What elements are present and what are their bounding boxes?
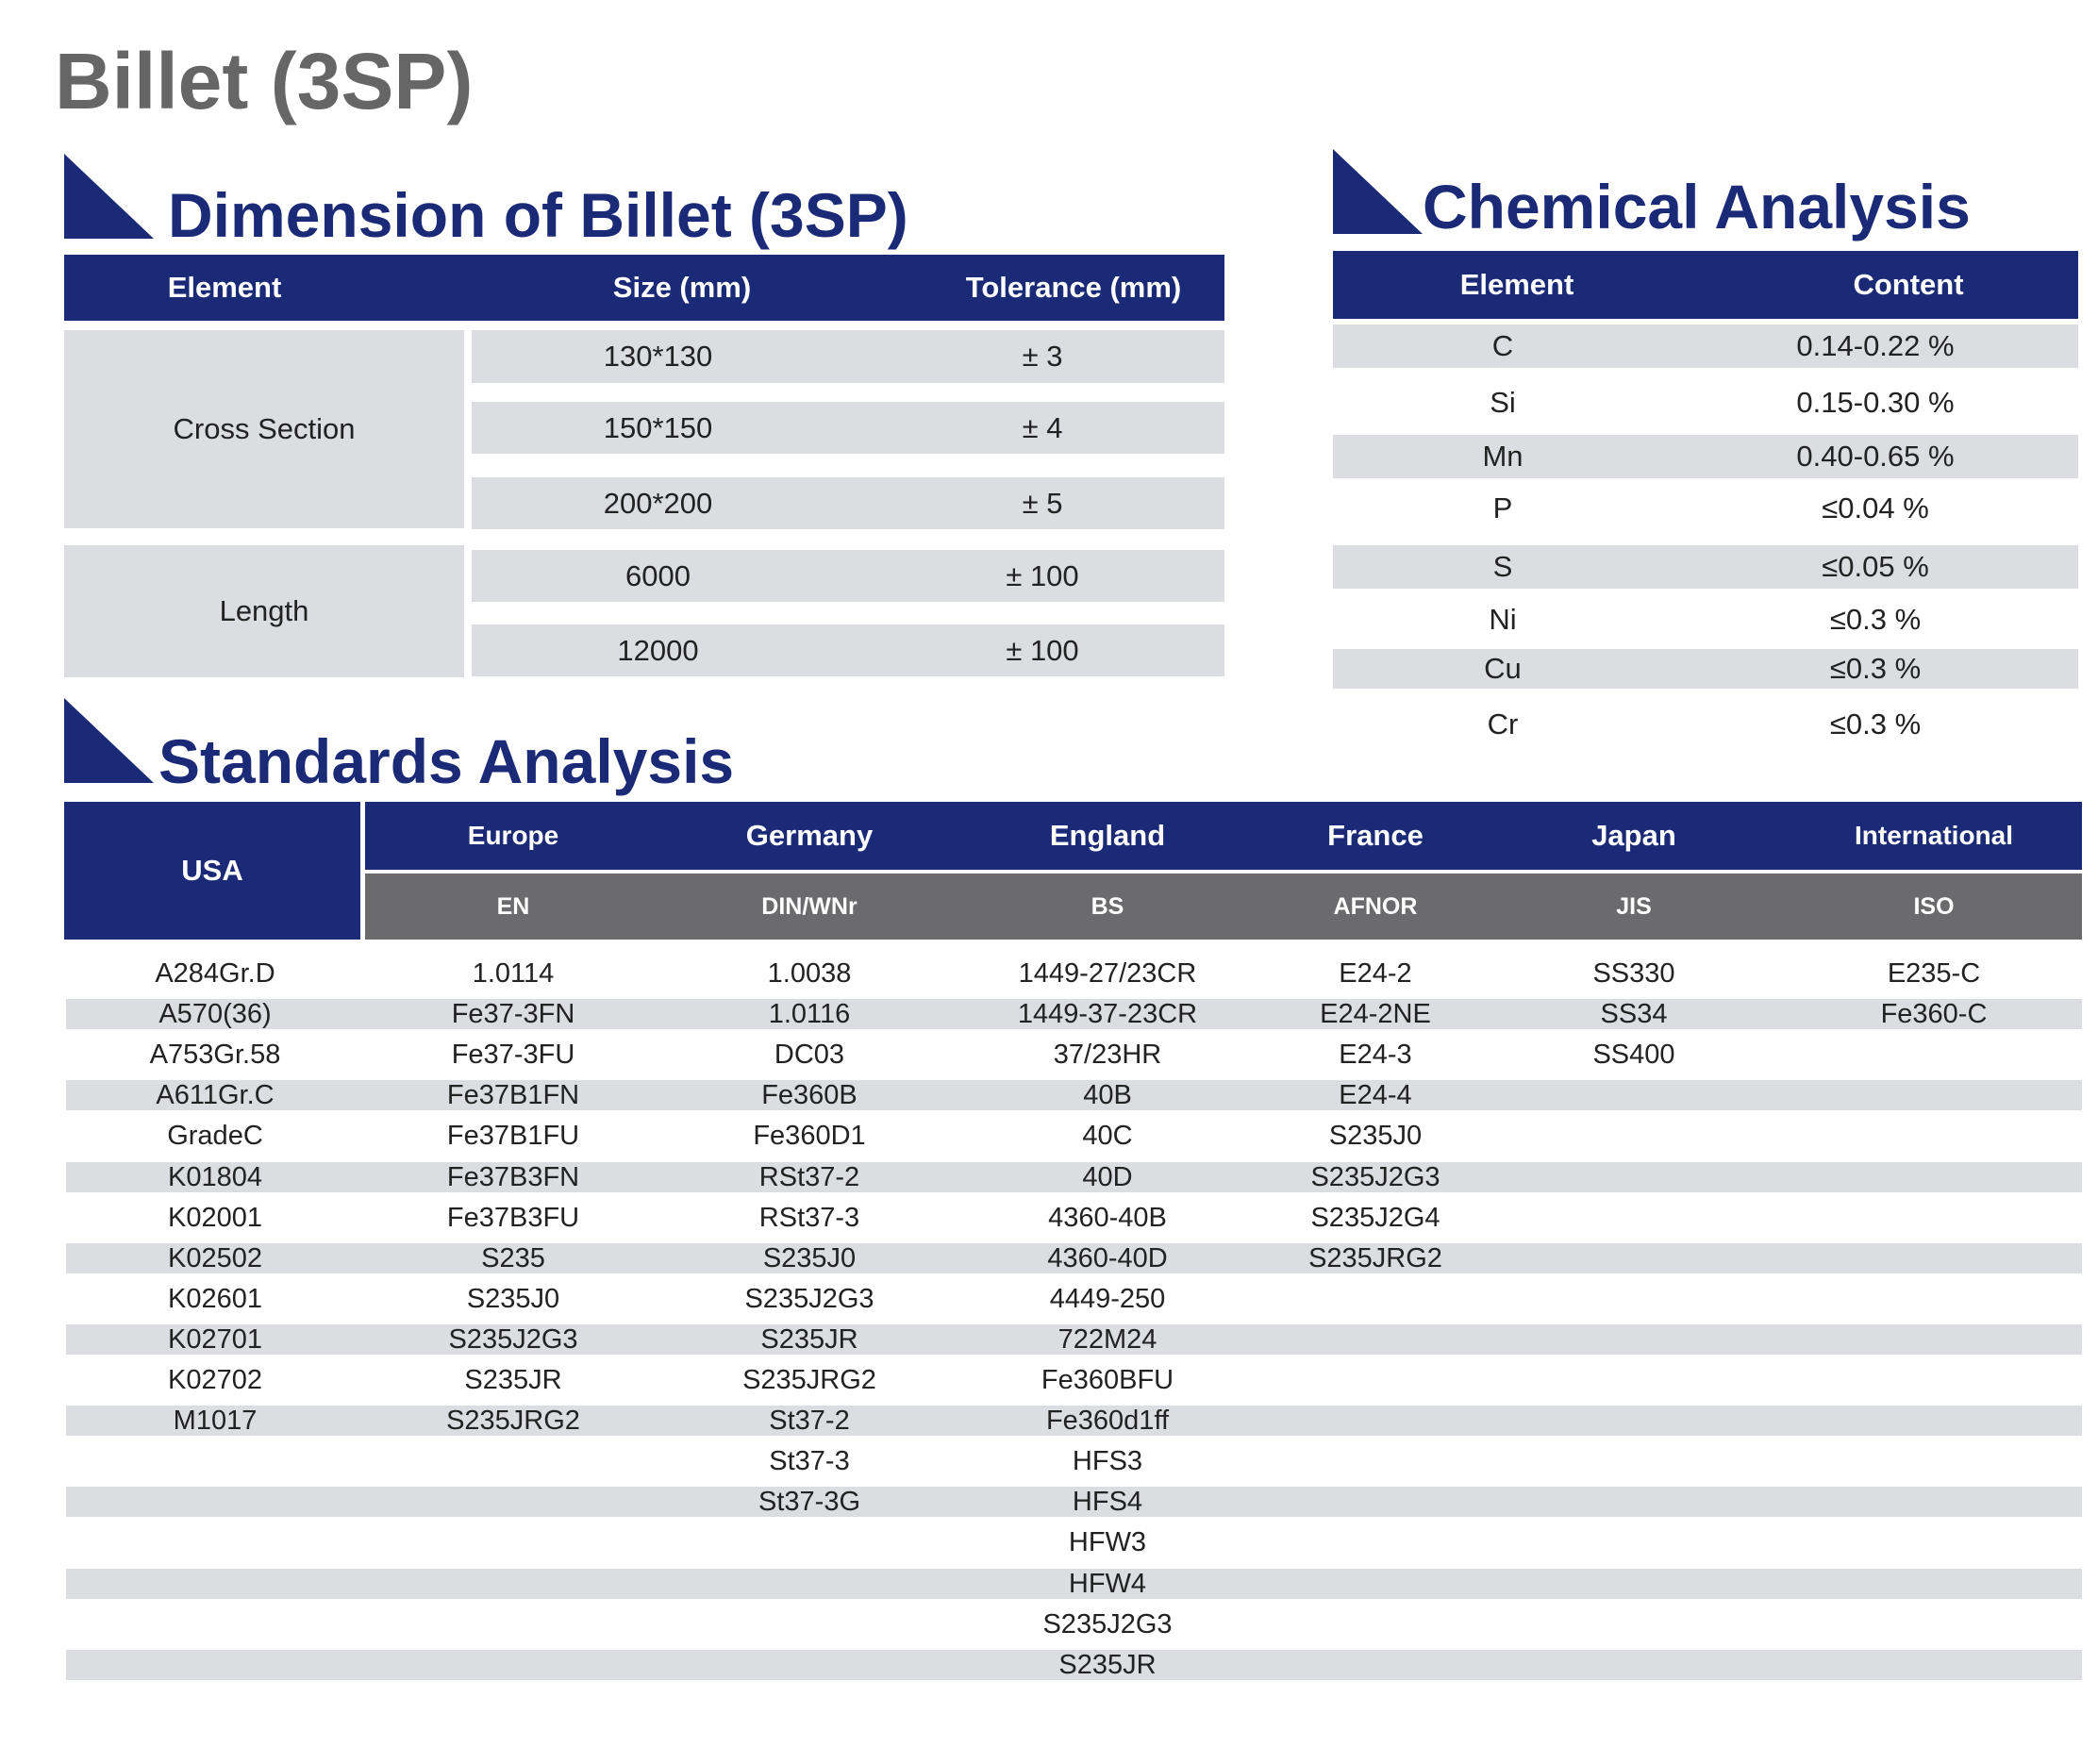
standard-grade: Fe37B1FU	[446, 1120, 580, 1151]
section-marker-icon	[1333, 149, 1423, 234]
table-row	[1333, 545, 2078, 589]
standard-grade: S235JR	[464, 1364, 562, 1395]
dimension-header-element: Element	[167, 271, 282, 304]
standard-grade: K02001	[168, 1202, 262, 1233]
chemical-header-content: Content	[1853, 268, 1964, 301]
element-content: 0.15-0.30 %	[1796, 386, 1955, 419]
table-row	[1333, 598, 2078, 641]
standard-grade: 1.0116	[768, 998, 851, 1029]
standard-grade: S235	[481, 1242, 545, 1273]
standard-grade: S235JRG2	[742, 1364, 876, 1395]
standard-grade: Fe360BFU	[1041, 1364, 1174, 1395]
element-content: ≤0.04 %	[1822, 491, 1929, 524]
standards-country-europe: Europe	[467, 821, 559, 850]
tolerance-value: ± 5	[1022, 486, 1063, 520]
standard-grade: M1017	[173, 1405, 258, 1436]
standard-grade: S235JRG2	[446, 1405, 580, 1436]
table-row	[472, 477, 1224, 529]
standards-code-afnor: AFNOR	[1333, 892, 1418, 920]
standard-grade: 722M24	[1057, 1323, 1157, 1355]
standard-grade: S235J2G3	[744, 1283, 874, 1314]
standard-grade: HFS4	[1072, 1486, 1143, 1517]
standard-grade: A753Gr.58	[149, 1039, 281, 1070]
standards-code-dinwnr: DIN/WNr	[761, 892, 858, 920]
standard-grade: S235JR	[760, 1323, 858, 1355]
section-marker-icon	[64, 698, 154, 783]
standard-grade: 1449-27/23CR	[1018, 957, 1197, 989]
standard-grade: K02702	[168, 1364, 262, 1395]
standard-grade: St37-3	[769, 1445, 850, 1476]
standard-grade: A284Gr.D	[155, 957, 275, 989]
element-symbol: Cr	[1487, 707, 1519, 741]
dimension-header	[64, 255, 1224, 321]
element-symbol: P	[1492, 491, 1513, 524]
standard-grade: 1.0114	[472, 957, 555, 989]
tolerance-value: ± 100	[1006, 633, 1079, 667]
standard-grade: SS34	[1600, 998, 1668, 1029]
table-row	[472, 402, 1224, 454]
element-symbol: Si	[1490, 386, 1516, 419]
dimension-title: Dimension of Billet (3SP)	[168, 180, 908, 250]
table-row	[1333, 487, 2078, 530]
standard-grade: A611Gr.C	[156, 1079, 275, 1110]
size-value: 130*130	[603, 340, 713, 373]
chemical-title: Chemical Analysis	[1423, 172, 1971, 241]
standard-grade: K02701	[168, 1323, 262, 1355]
size-value: 12000	[617, 633, 699, 667]
table-row	[1333, 703, 2078, 746]
standard-grade: K01804	[168, 1161, 262, 1192]
section-marker-icon	[64, 154, 154, 239]
standard-grade: E24-2NE	[1320, 998, 1431, 1029]
tolerance-value: ± 4	[1022, 410, 1063, 444]
tolerance-value: ± 3	[1022, 340, 1063, 373]
standard-grade: Fe37B3FU	[446, 1202, 580, 1233]
standard-grade: E235-C	[1887, 957, 1981, 989]
table-row	[472, 550, 1224, 602]
size-value: 6000	[625, 558, 691, 592]
standard-grade: RSt37-2	[758, 1161, 860, 1192]
standards-code-bs: BS	[1091, 892, 1124, 920]
standard-grade: SS330	[1592, 957, 1675, 989]
table-row	[472, 624, 1224, 676]
standards-code-jis: JIS	[1616, 892, 1652, 920]
standard-grade: 37/23HR	[1053, 1039, 1162, 1070]
standards-header-usa: USA	[64, 802, 360, 940]
tolerance-value: ± 100	[1006, 558, 1079, 592]
standard-grade: K02601	[168, 1283, 262, 1314]
standard-grade: E24-3	[1339, 1039, 1412, 1070]
element-content: 0.14-0.22 %	[1796, 329, 1955, 362]
element-symbol: Mn	[1482, 440, 1524, 473]
standard-grade: SS400	[1592, 1039, 1675, 1070]
element-content: ≤0.3 %	[1829, 707, 1922, 741]
standard-grade: St37-3G	[758, 1486, 860, 1517]
element-content: ≤0.3 %	[1829, 652, 1922, 685]
size-value: 200*200	[603, 486, 713, 520]
table-row	[1333, 325, 2078, 368]
dimension-group-label: Length	[64, 545, 464, 677]
table-row	[1333, 435, 2078, 478]
standard-grade: S235JRG2	[1308, 1242, 1442, 1273]
standard-grade: K02502	[168, 1242, 262, 1273]
element-symbol: Cu	[1484, 652, 1522, 685]
standard-grade: S235JR	[1058, 1649, 1157, 1680]
page-title: Billet (3SP)	[55, 37, 474, 125]
standard-grade: Fe37-3FU	[451, 1039, 575, 1070]
chemical-header	[1333, 251, 2078, 319]
dimension-group-label: Cross Section	[64, 330, 464, 528]
standard-grade: Fe360-C	[1880, 998, 1988, 1029]
dimension-header-size: Size (mm)	[612, 271, 752, 304]
standard-grade: Fe37B1FN	[446, 1079, 580, 1110]
standard-grade: S235J0	[1328, 1120, 1423, 1151]
standards-country-japan: Japan	[1591, 819, 1676, 852]
chemical-header-element: Element	[1459, 268, 1574, 301]
standards-title: Standards Analysis	[158, 726, 735, 796]
table-row	[472, 330, 1224, 383]
element-content: ≤0.3 %	[1829, 603, 1922, 636]
standards-code-en: EN	[496, 892, 530, 920]
element-content: ≤0.05 %	[1822, 550, 1929, 583]
table-row	[1333, 649, 2078, 689]
standard-grade: Fe360B	[761, 1079, 858, 1110]
standard-grade: HFS3	[1072, 1445, 1143, 1476]
standard-grade: E24-2	[1339, 957, 1412, 989]
standard-grade: A570(36)	[158, 998, 272, 1029]
standard-grade: Fe360D1	[753, 1120, 866, 1151]
element-content: 0.40-0.65 %	[1796, 440, 1955, 473]
dimension-header-tolerance: Tolerance (mm)	[965, 271, 1182, 304]
standards-country-germany: Germany	[745, 819, 874, 852]
standard-grade: RSt37-3	[758, 1202, 860, 1233]
standard-grade: 40D	[1082, 1161, 1133, 1192]
standard-grade: 1449-37-23CR	[1017, 998, 1198, 1029]
standard-grade: HFW3	[1068, 1526, 1147, 1557]
standard-grade: S235J2G3	[1042, 1608, 1173, 1639]
standard-grade: S235J2G3	[448, 1323, 578, 1355]
standard-grade: DC03	[774, 1039, 845, 1070]
standard-grade: E24-4	[1339, 1079, 1412, 1110]
table-row	[1333, 381, 2078, 424]
standards-country-france: France	[1327, 819, 1424, 852]
standard-grade: S235J2G3	[1310, 1161, 1440, 1192]
standard-grade: GradeC	[167, 1120, 263, 1151]
standard-grade: S235J0	[466, 1283, 560, 1314]
standard-grade: 1.0038	[767, 957, 852, 989]
standard-grade: 4449-250	[1049, 1283, 1166, 1314]
element-symbol: C	[1491, 329, 1514, 362]
standard-grade: 4360-40B	[1048, 1202, 1167, 1233]
standard-grade: Fe360d1ff	[1045, 1405, 1170, 1436]
standard-grade: S235J2G4	[1310, 1202, 1440, 1233]
standard-grade: St37-2	[769, 1405, 850, 1436]
standards-code-iso: ISO	[1913, 892, 1955, 920]
element-symbol: S	[1492, 550, 1513, 583]
standard-grade: 40C	[1082, 1120, 1133, 1151]
element-symbol: Ni	[1489, 603, 1517, 636]
standards-country-international: International	[1854, 821, 2013, 850]
size-value: 150*150	[603, 410, 713, 444]
standard-grade: Fe37-3FN	[451, 998, 575, 1029]
standard-grade: 4360-40D	[1047, 1242, 1168, 1273]
standard-grade: 40B	[1083, 1079, 1132, 1110]
standards-country-england: England	[1049, 819, 1166, 852]
standard-grade: Fe37B3FN	[446, 1161, 580, 1192]
standard-grade: S235J0	[762, 1242, 857, 1273]
standard-grade: HFW4	[1068, 1568, 1147, 1599]
